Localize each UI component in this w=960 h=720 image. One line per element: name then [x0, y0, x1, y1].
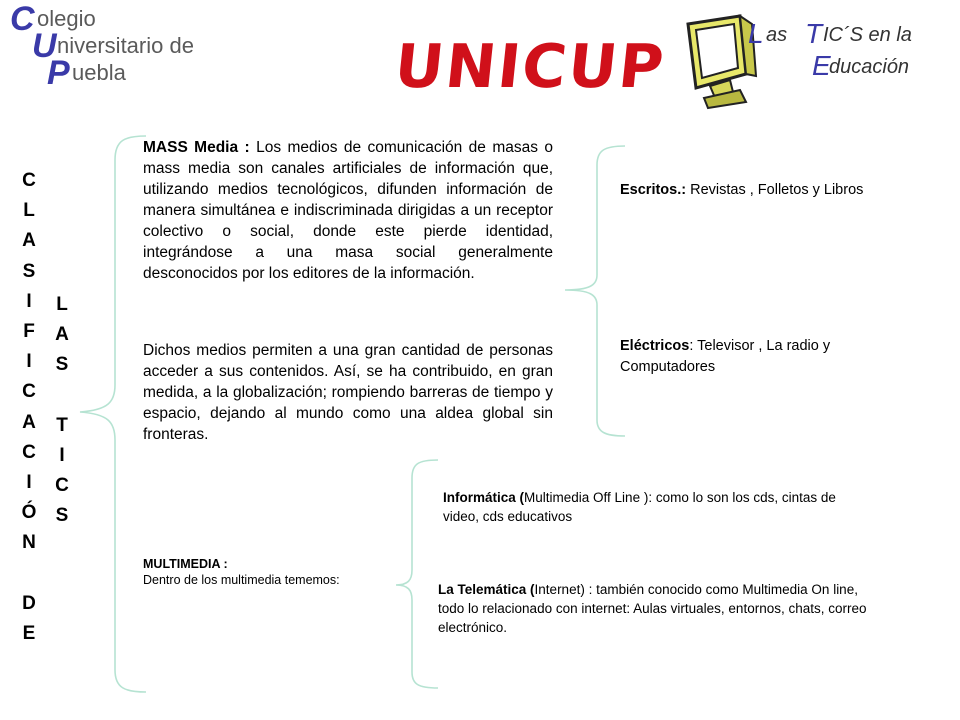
mass-media-title: MASS Media :: [143, 139, 250, 156]
multimedia-text: Dentro de los multimedia tememos:: [143, 573, 340, 587]
vertical-letter: N: [22, 532, 36, 554]
electricos-item: [620, 336, 905, 378]
mass-media-bracket: [565, 146, 625, 436]
telematica-title: La Telemática (: [438, 582, 535, 597]
vertical-letter: C: [22, 170, 36, 191]
initial-l: L: [748, 18, 764, 49]
initial-u: U: [32, 27, 57, 65]
telematica-item: [438, 580, 878, 637]
vertical-letter: C: [55, 475, 69, 497]
initial-t: T: [805, 18, 823, 49]
vertical-letter: A: [55, 324, 69, 346]
institution-word-1: olegio: [37, 6, 96, 31]
vertical-letter: S: [22, 260, 36, 282]
vertical-letter: S: [55, 354, 69, 376]
vertical-letter: T: [56, 414, 68, 436]
electricos-title: Eléctricos: [620, 338, 690, 354]
vertical-letter: C: [22, 381, 36, 403]
topic-word-3: ducación: [829, 56, 910, 78]
vertical-letter: A: [22, 230, 36, 252]
vertical-letter: D: [22, 592, 36, 614]
topic-word-1: as: [766, 24, 788, 46]
initial-p: P: [47, 54, 70, 92]
initial-c: C: [10, 0, 35, 38]
vertical-letter: C: [22, 441, 36, 463]
institution-word-3: uebla: [72, 60, 126, 85]
vertical-letter: Ó: [21, 502, 37, 524]
institution-word-2: niversitario de: [57, 33, 194, 58]
vertical-letter: I: [59, 444, 65, 466]
vertical-letter: E: [22, 622, 36, 644]
informatica-title: Informática (: [443, 490, 525, 505]
topic-word-2: IC´S en la: [823, 24, 912, 46]
unicup-logo: UNICUP: [391, 32, 669, 102]
vertical-letter: I: [26, 471, 32, 493]
vertical-letter: I: [26, 351, 32, 373]
informatica-item: [443, 488, 863, 526]
escritos-title: Escritos.:: [620, 182, 687, 198]
multimedia-title: MULTIMEDIA :: [143, 557, 228, 571]
vertical-letter: A: [22, 411, 36, 433]
electricos-text: : Televisor , La radio y Computadores: [620, 338, 831, 375]
vertical-letter: L: [56, 294, 68, 315]
initial-e: E: [812, 50, 831, 81]
informatica-text: Multimedia Off Line ): como lo son los cds, cintas de video, cds educativos: [443, 490, 836, 524]
multimedia-item: [143, 556, 403, 588]
mass-media-paragraph-1: [143, 137, 553, 284]
vertical-letter: L: [23, 200, 35, 222]
vertical-letter: I: [26, 290, 32, 312]
mass-media-paragraph-2: Dichos medios permiten a una gran cantidad de personas acceder a sus contenidos. Así, se ha contribuido, en gran medida, a la globalización; rompiendo barreras de tiempo y espacio, dejando al mundo como una aldea global sin fronteras.: [143, 342, 553, 443]
telematica-text: Internet) : también conocido como Multimedia On line, todo lo relacionado con internet: Aulas virtuales, entornos, chats, correo electrónico.: [438, 582, 867, 635]
mass-media-text-1: Los medios de comunicación de masas o mass media son canales artificiales de información que, utilizando medios tecnológicos, difunden información de manera simultánea e indiscriminada dirigidas a un receptor colectivo o social, donde este pierde identidad, integrándose a una masa social generalmente desconocidos por los editores de la información.: [143, 139, 553, 282]
main-bracket: [80, 136, 146, 692]
escritos-text: Revistas , Folletos y Libros: [690, 182, 864, 198]
vertical-letter: S: [55, 505, 69, 527]
escritos-item: [620, 180, 895, 201]
vertical-letter: F: [23, 320, 35, 342]
